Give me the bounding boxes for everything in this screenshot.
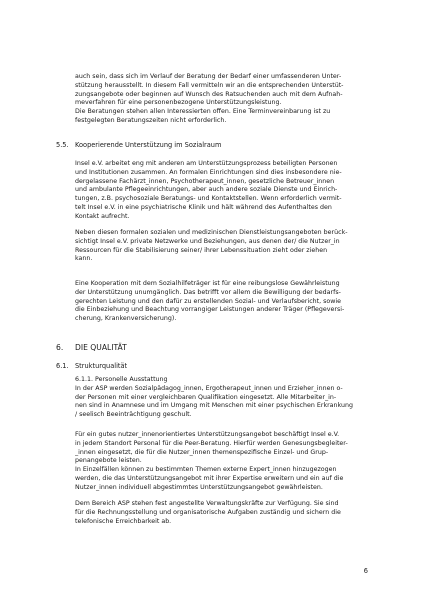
text-line: In Einzelfällen können zu bestimmten Themen externe Expert_innen hinzugezogen [75, 466, 337, 473]
section-number: 5.5. [56, 141, 69, 149]
text-line: gerechten Leistung und den dafür zu erstellenden Sozial- und Verlaufsbericht, sowie [75, 297, 342, 305]
text-line: festgelegten Beratungszeiten nicht erforderlich. [75, 116, 227, 124]
text-line: stützung herausstellt. In diesem Fall vermitteln wir an die entsprechenden Unterstüt- [75, 81, 344, 89]
text-line: Für ein gutes nutzer_innenorientiertes Unterstützungsangebot beschäftigt Insel e.V. [75, 431, 340, 438]
paragraph-5-5-b [75, 229, 370, 264]
text-line: auch sein, dass sich im Verlauf der Beratung der Bedarf einer umfassenderen Unter- [75, 73, 342, 80]
text-line: Die Beratungen stehen allen Interessierten offen. Eine Terminvereinbarung ist zu [75, 108, 331, 115]
text-line: die Einbeziehung und Beachtung vorrangiger Leistungen anderer Träger (Pflegeversi- [75, 306, 345, 314]
text-line: penangebote leisten. [75, 457, 142, 465]
page-number: 6 [363, 567, 368, 575]
text-line: tungen, z.B. psychosoziale Beratungs- und Kontaktstellen. Wenn erforderlich vermit- [75, 195, 342, 202]
paragraph-5-5-a [75, 160, 370, 221]
paragraph-6-1-1-c [75, 500, 370, 526]
text-line: _innen eingesetzt, die für die Nutzer_innen themenspezifische Einzel- und Grup- [75, 448, 329, 456]
section-title: Kooperierende Unterstützung im Sozialraum [75, 141, 222, 149]
text-line: Eine Kooperation mit dem Sozialhilfeträger ist für eine reibungslose Gewährleistung [75, 280, 340, 287]
text-line: Neben diesen formalen sozialen und medizinischen Dienstleistungsangeboten berück- [75, 229, 348, 236]
text-line: Kontakt aufrecht. [75, 212, 130, 220]
section-title: Strukturqualität [75, 362, 128, 370]
paragraph-6-1-1-b [75, 431, 370, 492]
text-line: kann. [75, 255, 93, 263]
section-number: 6. [56, 343, 64, 352]
section-number: 6.1. [56, 362, 69, 370]
text-line: der Personen mit einer vergleichbaren Qualifikation eingesetzt. Alle Mitarbeiter_in- [75, 393, 337, 401]
text-line: Insel e.V. arbeitet eng mit anderen am Unterstützungsprozess beteiligten Personen [75, 160, 338, 167]
text-line: der Unterstützung unumgänglich. Das betrifft vor allem die Bewilligung der bedarfs- [75, 288, 341, 296]
text-line: / seelisch Beeinträchtigung geschult. [75, 411, 192, 418]
text-line: cherung, Krankenversicherung). [75, 315, 177, 322]
text-line: für die Rechnungsstellung und organisatorische Aufgaben zuständig und sichern die [75, 508, 341, 516]
text-line: Dem Bereich ASP stehen fest angestellte Verwaltungskräfte zur Verfügung. Sie sind [75, 500, 339, 507]
text-line: sichtigt Insel e.V. private Netzwerke und Beziehungen, aus denen der/ die Nutzer_in [75, 237, 340, 245]
text-line: In der ASP werden Sozialpädagog_innen, Ergotherapeut_innen und Erzieher_innen o- [75, 384, 343, 392]
text-line: Nutzer_innen individuell abgestimmtes Unterstützungsangebot gewährleisten. [75, 483, 323, 491]
text-line: telt Insel e.V. in eine psychiatrische Klinik und hält während des Aufenthaltes den [75, 203, 332, 211]
text-line: telefonische Erreichbarkeit ab. [75, 517, 172, 525]
text-line: werden, die das Unterstützungsangebot mit ihrer Expertise erweitern und ein auf die [75, 474, 344, 482]
text-line: Ressourcen für die Stabilisierung seiner/ ihrer Lebenssituation zieht oder ziehen [75, 246, 328, 254]
text-line: dergelassene Fachärzt_innen, Psychotherapeut_innen, gesetzliche Betreuer_innen [75, 177, 335, 185]
text-line: meverfahren für eine personenbezogene Unterstützungsleistung. [75, 99, 282, 107]
text-line: in jedem Standort Personal für die Peer-Beratung. Hierfür werden Genesungsbegleiter- [75, 439, 348, 447]
section-heading-6-1 [56, 362, 128, 370]
section-heading-5-5 [56, 141, 222, 149]
text-line: und ambulante Pflegeeinrichtungen, aber auch andere soziale Dienste und Einrich- [75, 186, 338, 194]
section-heading-6 [56, 343, 127, 352]
text-line: nen sind in Anamnese und im Umgang mit Menschen mit einer psychischen Erkrankung [75, 402, 353, 410]
paragraph-intro [75, 73, 370, 126]
paragraph-5-5-c [75, 280, 370, 324]
paragraph-6-1-1 [75, 376, 370, 420]
text-line: und Institutionen zusammen. An formalen Einrichtungen sind dies insbesondere nie- [75, 168, 342, 176]
subsection-heading-6-1-1: 6.1.1. Personelle Ausstattung [75, 376, 168, 383]
text-line: zungsangebote oder beginnen auf Wunsch des Ratsuchenden auch mit dem Aufnah- [75, 90, 343, 98]
section-title: DIE QUALITÄT [75, 343, 127, 352]
